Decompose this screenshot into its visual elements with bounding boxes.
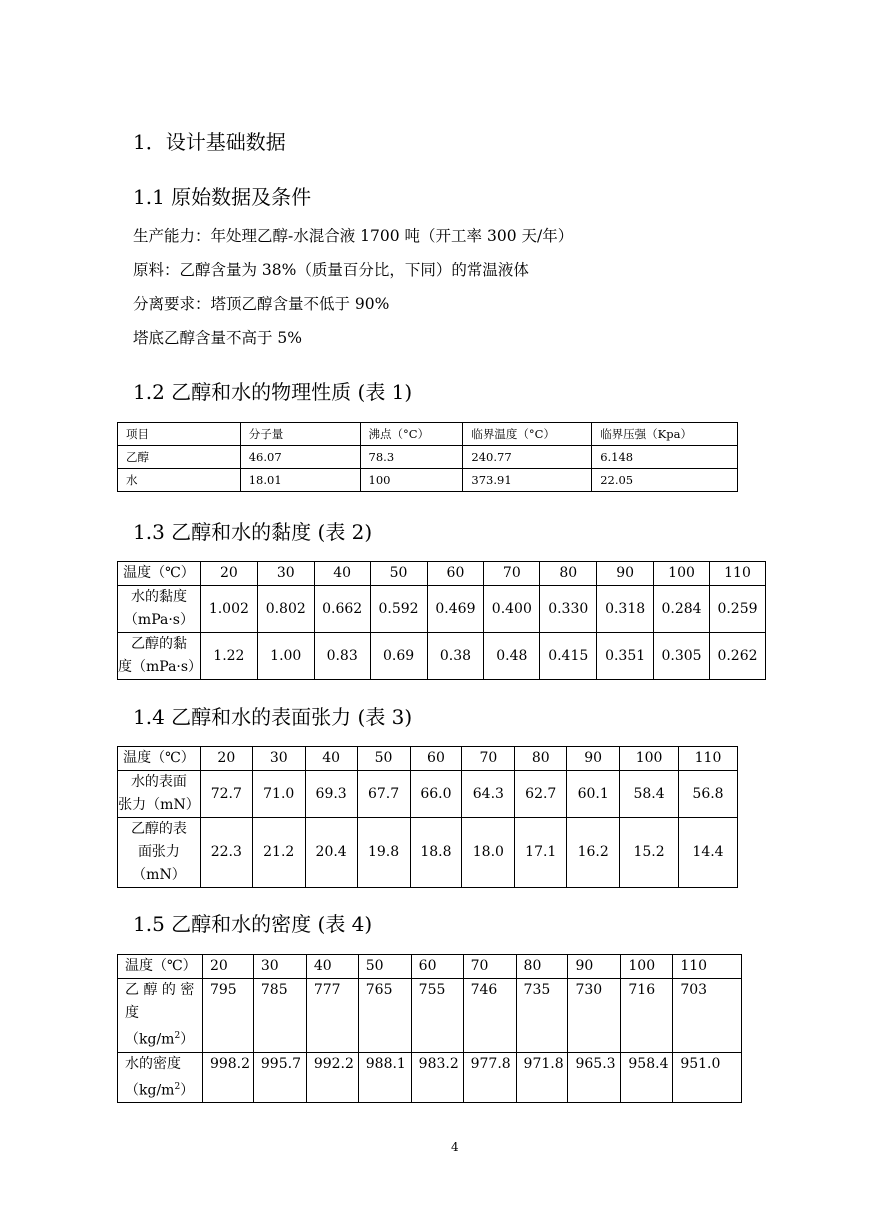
table-cell: 0.662 [314,586,370,633]
table-cell: 20.4 [305,818,357,888]
paragraph-line: 生产能力：年处理乙醇-水混合液 1700 吨（开工率 300 天/年） [133,227,574,245]
table-header-cell: 60 [411,955,463,979]
table-header-cell: 80 [540,562,597,586]
table-cell: 992.2 [306,1052,358,1103]
table-cell: 746 [463,979,516,1053]
table-cell: 60.1 [567,771,620,818]
table-cell: 730 [568,979,621,1053]
table-header-cell: 70 [463,955,516,979]
table-4-density [117,954,742,1103]
table-header-cell: 项目 [118,423,241,446]
table-header-cell: 40 [306,955,358,979]
table-header-cell: 110 [709,562,765,586]
table-header-cell: 90 [568,955,621,979]
table-header-cell: 50 [370,562,427,586]
table-cell: 46.07 [240,446,360,469]
table-cell: 69.3 [305,771,357,818]
table-header-cell: 50 [357,747,410,771]
table-header-cell: 100 [654,562,710,586]
table-cell: 18.8 [410,818,462,888]
table-cell: 水 [118,469,241,492]
table-row [118,1052,742,1103]
table-cell: 18.0 [462,818,515,888]
table-cell: 0.262 [709,633,765,680]
table-row [118,446,738,469]
table-cell: 64.3 [462,771,515,818]
table-header-cell: 温度（℃） [118,955,203,979]
table-1-physical-properties [117,422,738,492]
table-header-row [118,955,742,979]
table-cell: 1.00 [257,633,314,680]
table-cell: 72.7 [200,771,252,818]
table-cell: 0.400 [484,586,540,633]
table-cell: 977.8 [463,1052,516,1103]
table-header-cell: 30 [257,562,314,586]
table-cell: 100 [360,469,463,492]
table-cell: 0.83 [314,633,370,680]
table-header-cell: 20 [200,747,252,771]
table-cell: 17.1 [515,818,567,888]
row-label: 水的密度 $(kg/m^2)$ [118,1052,203,1103]
table-cell: 19.8 [357,818,410,888]
table-header-row [118,423,738,446]
page-number: 4 [451,1140,459,1154]
table-cell: 18.01 [240,469,360,492]
heading-1-3: 1.3 乙醇和水的黏度 (表 2) [133,520,373,544]
table-header-cell: 温度（℃） [118,747,201,771]
table-header-cell: 温度（℃） [118,562,201,586]
table-cell: 0.38 [427,633,484,680]
table-cell: 0.802 [257,586,314,633]
table-cell: 755 [411,979,463,1053]
table-cell: 21.2 [252,818,305,888]
table-header-cell: 70 [484,562,540,586]
table-cell: 998.2 [202,1052,253,1103]
table-cell: 716 [621,979,673,1053]
table-cell: 0.48 [484,633,540,680]
table-cell: 58.4 [620,771,679,818]
table-3-surface-tension [117,746,738,888]
table-header-cell: 60 [427,562,484,586]
table-cell: 0.318 [597,586,654,633]
paragraph-line: 塔底乙醇含量不高于 5% [133,329,303,347]
table-cell: 0.69 [370,633,427,680]
row-label: 水的黏度 （mPa·s） [118,586,201,633]
table-cell: 995.7 [253,1052,306,1103]
heading-1-5: 1.5 乙醇和水的密度 (表 4) [133,912,373,936]
row-label: 乙 醇 的 密 度 $(kg/m^2)$ [118,979,203,1053]
table-header-cell: 80 [516,955,568,979]
table-cell: 0.284 [654,586,710,633]
table-cell: 777 [306,979,358,1053]
table-cell: 1.002 [200,586,257,633]
row-label: 乙醇的黏 度（mPa·s） [118,633,201,680]
table-cell: 965.3 [568,1052,621,1103]
table-cell: 15.2 [620,818,679,888]
table-header-cell: 50 [358,955,411,979]
table-header-cell: 临界温度（°C） [463,423,592,446]
paragraph-line: 原料：乙醇含量为 38%（质量百分比，下同）的常温液体 [133,261,529,279]
table-cell: 22.05 [592,469,738,492]
table-cell: 62.7 [515,771,567,818]
table-cell: 240.77 [463,446,592,469]
heading-1-2: 1.2 乙醇和水的物理性质 (表 1) [133,380,413,404]
section-title: 1．设计基础数据 [133,130,286,154]
table-cell: 71.0 [252,771,305,818]
table-cell: 0.415 [540,633,597,680]
table-header-cell: 临界压强（Kpa） [592,423,738,446]
table-row [118,771,738,818]
table-header-cell: 100 [620,747,679,771]
table-cell: 951.0 [673,1052,742,1103]
table-cell: 22.3 [200,818,252,888]
table-cell: 0.330 [540,586,597,633]
table-cell: 16.2 [567,818,620,888]
table-header-cell: 90 [597,562,654,586]
table-row [118,469,738,492]
table-cell: 1.22 [200,633,257,680]
table-header-cell: 40 [314,562,370,586]
table-header-cell: 40 [305,747,357,771]
table-cell: 735 [516,979,568,1053]
table-row [118,979,742,1053]
table-cell: 乙醇 [118,446,241,469]
table-cell: 0.469 [427,586,484,633]
table-cell: 988.1 [358,1052,411,1103]
table-header-cell: 70 [462,747,515,771]
table-row [118,633,766,680]
table-cell: 0.305 [654,633,710,680]
table-cell: 0.351 [597,633,654,680]
table-header-cell: 100 [621,955,673,979]
table-row [118,818,738,888]
row-label: 乙醇的表 面张力 （mN） [118,818,201,888]
table-cell: 6.148 [592,446,738,469]
table-header-cell: 110 [673,955,742,979]
table-header-cell: 沸点（°C） [360,423,463,446]
table-header-cell: 20 [202,955,253,979]
table-cell: 66.0 [410,771,462,818]
table-2-viscosity [117,561,766,680]
table-cell: 703 [673,979,742,1053]
table-row [118,586,766,633]
table-header-cell: 分子量 [240,423,360,446]
table-cell: 785 [253,979,306,1053]
table-cell: 78.3 [360,446,463,469]
table-cell: 0.592 [370,586,427,633]
table-header-cell: 80 [515,747,567,771]
row-label: 水的表面 张力（mN） [118,771,201,818]
table-header-row [118,747,738,771]
table-cell: 983.2 [411,1052,463,1103]
heading-1-1: 1.1 原始数据及条件 [133,185,312,209]
table-cell: 795 [202,979,253,1053]
table-cell: 56.8 [679,771,738,818]
paragraph-line: 分离要求：塔顶乙醇含量不低于 90% [133,295,390,313]
table-header-cell: 30 [252,747,305,771]
table-cell: 373.91 [463,469,592,492]
table-header-row [118,562,766,586]
heading-1-4: 1.4 乙醇和水的表面张力 (表 3) [133,705,413,729]
table-cell: 14.4 [679,818,738,888]
table-cell: 765 [358,979,411,1053]
table-header-cell: 60 [410,747,462,771]
table-header-cell: 30 [253,955,306,979]
table-cell: 0.259 [709,586,765,633]
table-header-cell: 20 [200,562,257,586]
table-cell: 67.7 [357,771,410,818]
table-cell: 971.8 [516,1052,568,1103]
table-header-cell: 110 [679,747,738,771]
table-cell: 958.4 [621,1052,673,1103]
table-header-cell: 90 [567,747,620,771]
